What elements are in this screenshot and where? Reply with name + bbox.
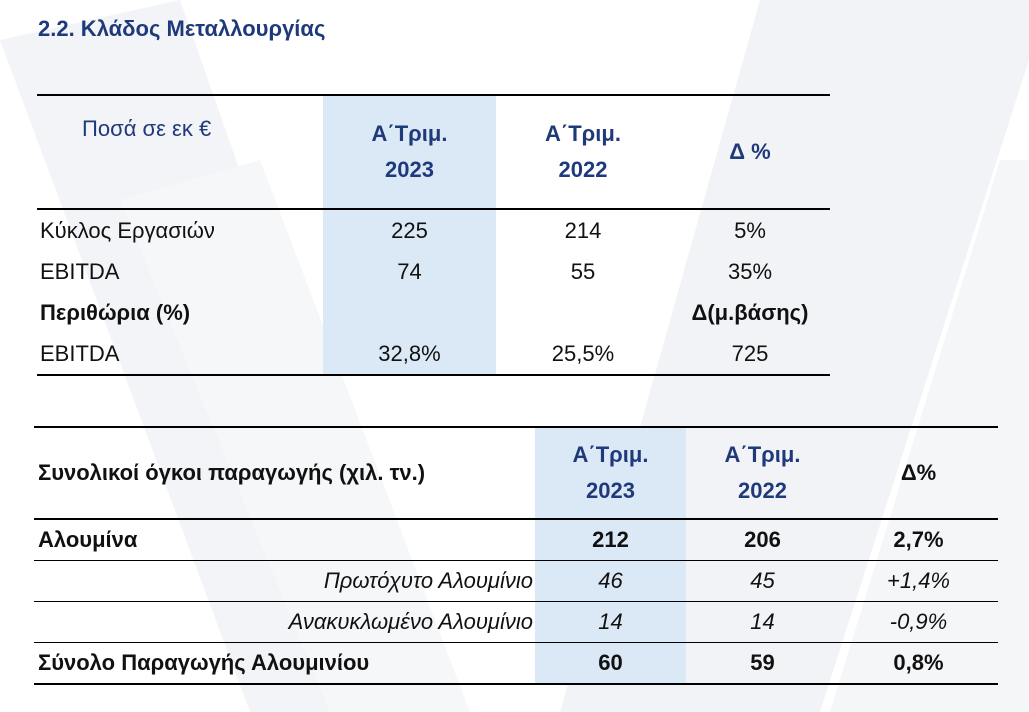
- row-label: EBITDA: [40, 258, 120, 284]
- value-2023: 212: [535, 519, 686, 561]
- column-header-2022-line1: Α΄Τριμ.: [724, 442, 801, 467]
- row-label: Κύκλος Εργασιών: [40, 217, 215, 243]
- column-header-2022-line2: 2022: [558, 157, 608, 182]
- row-label: Σύνολο Παραγωγής Αλουμινίου: [34, 643, 535, 685]
- table-header-row: [37, 95, 830, 209]
- table-row: [34, 602, 998, 643]
- empty-cell: [496, 292, 670, 333]
- table-row: [34, 561, 998, 602]
- value-2022: 25,5%: [496, 333, 670, 375]
- table-header-row: [34, 427, 998, 519]
- column-header-2022-line1: Α΄Τριμ.: [545, 121, 621, 146]
- value-2023: 74: [323, 251, 496, 292]
- column-header-2022: [686, 427, 839, 519]
- column-header-2022-line2: 2022: [738, 478, 787, 503]
- margins-header-row: [37, 292, 830, 333]
- row-label: EBITDA: [37, 333, 323, 375]
- column-header-2023-line2: 2023: [586, 478, 635, 503]
- value-2022: 206: [686, 519, 839, 561]
- value-2022: 214: [564, 217, 602, 243]
- row-label: Αλουμίνα: [34, 519, 535, 561]
- production-volumes-label: Συνολικοί όγκοι παραγωγής (χιλ. τν.): [34, 427, 535, 519]
- column-header-delta: Δ%: [839, 427, 998, 519]
- value-2023: 60: [535, 643, 686, 685]
- empty-cell: [323, 292, 496, 333]
- amounts-unit-label: Ποσά σε εκ €: [37, 95, 323, 209]
- table-row: [37, 333, 830, 375]
- margins-label: Περιθώρια (%): [40, 299, 191, 325]
- row-label: Πρωτόχυτο Αλουμίνιο: [34, 561, 535, 602]
- column-header-2023-line2: 2023: [385, 157, 434, 182]
- financials-table: [37, 94, 830, 376]
- value-2022: 55: [570, 258, 596, 284]
- table-row: [34, 519, 998, 561]
- column-header-2023: [323, 95, 496, 209]
- section-title: 2.2. Κλάδος Μεταλλουργίας: [38, 16, 326, 41]
- value-delta: 35%: [727, 258, 773, 284]
- value-2022: 59: [686, 643, 839, 685]
- table-row: [37, 209, 830, 251]
- table-row: [37, 251, 830, 292]
- column-header-2023: [535, 427, 686, 519]
- value-2022: 45: [686, 561, 839, 602]
- value-2023: 225: [323, 209, 496, 251]
- column-header-2022: [496, 95, 670, 209]
- value-delta: -0,9%: [839, 602, 998, 643]
- row-label: Ανακυκλωμένο Αλουμίνιο: [34, 602, 535, 643]
- value-delta: 2,7%: [839, 519, 998, 561]
- column-header-2023-line1: Α΄Τριμ.: [371, 121, 448, 146]
- value-2023: 46: [535, 561, 686, 602]
- value-delta: 5%: [734, 217, 766, 243]
- value-2023: 32,8%: [323, 333, 496, 375]
- value-delta: 725: [670, 333, 830, 375]
- value-2023: 14: [535, 602, 686, 643]
- value-delta: +1,4%: [839, 561, 998, 602]
- table-row: [34, 643, 998, 685]
- column-header-delta: Δ %: [670, 95, 830, 209]
- value-2022: 14: [686, 602, 839, 643]
- production-volumes-table: [34, 426, 998, 685]
- value-delta: 0,8%: [839, 643, 998, 685]
- margins-delta-header: Δ(μ.βάσης): [691, 299, 809, 325]
- column-header-2023-line1: Α΄Τριμ.: [572, 442, 649, 467]
